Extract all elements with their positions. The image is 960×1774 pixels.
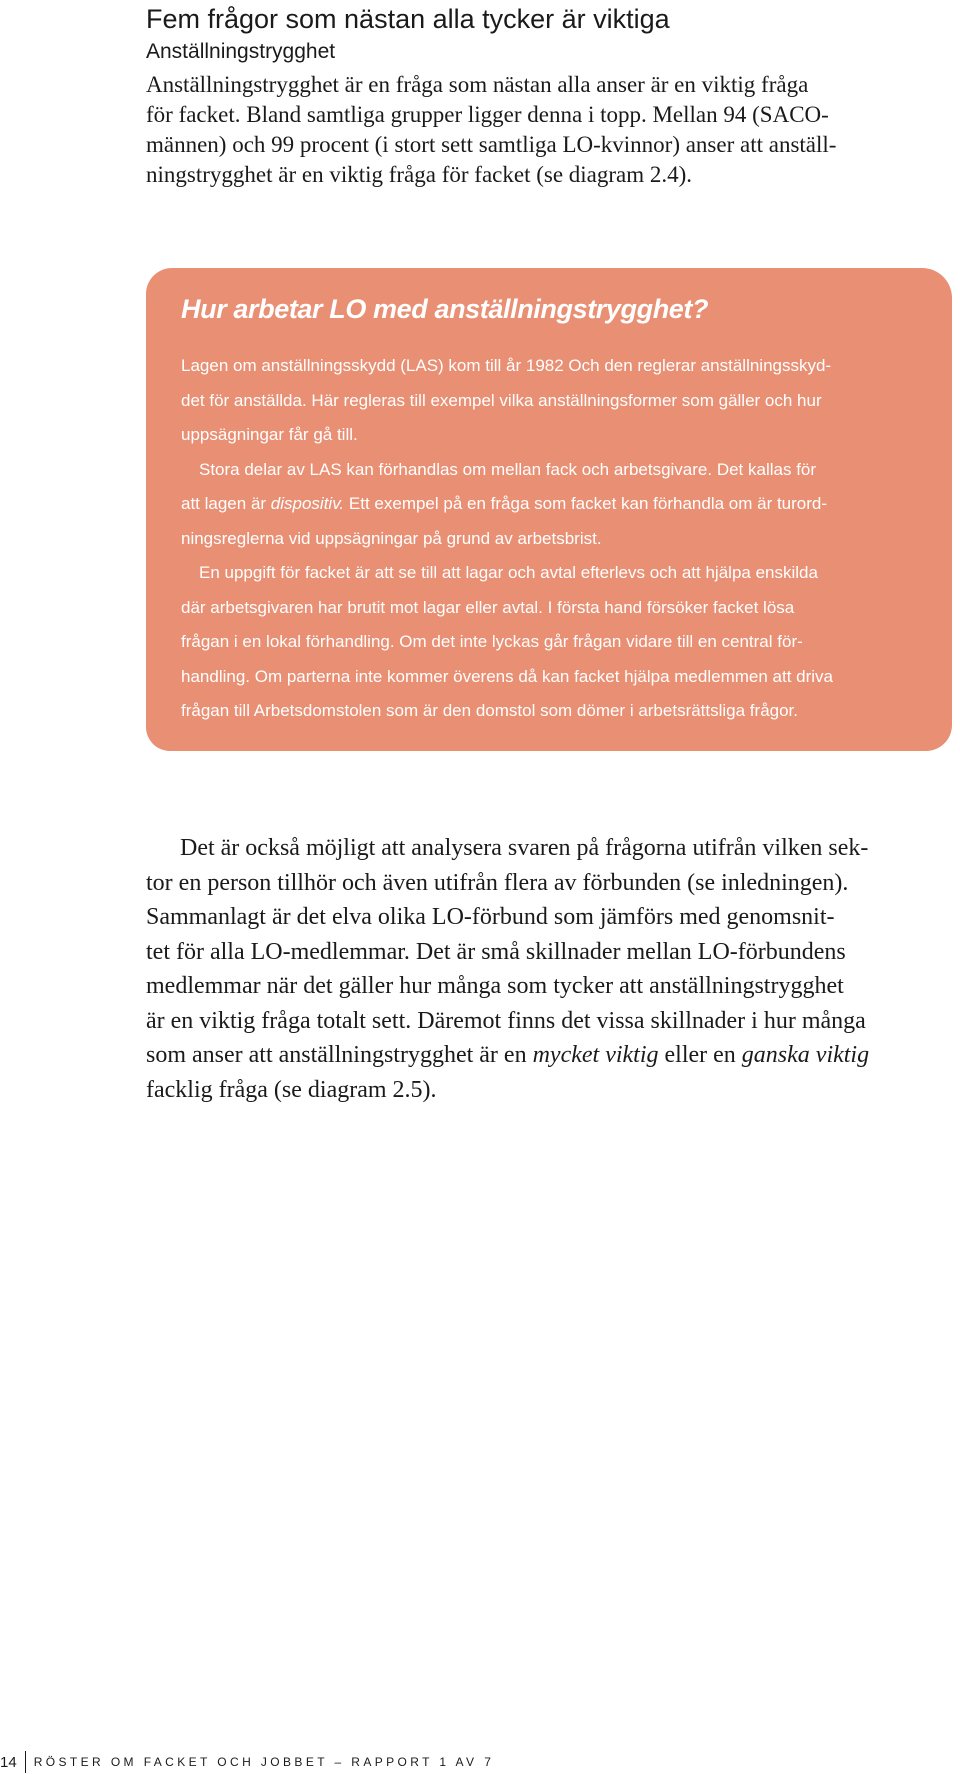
body-line: tet för alla LO-medlemmar. Det är små skillnader mellan LO-förbundens — [146, 938, 846, 965]
fact-box-line: ningsreglerna vid uppsägningar på grund av arbetsbrist. — [181, 528, 602, 548]
fact-box-text: att lagen är — [181, 494, 271, 513]
fact-box-line: frågan i en lokal förhandling. Om det inte lyckas går frågan vidare till en central för- — [181, 632, 803, 651]
section-heading: Fem frågor som nästan alla tycker är viktiga — [146, 4, 670, 34]
fact-box-line: det för anställda. Här regleras till exempel vilka anställningsformer som gäller och hur — [181, 390, 822, 410]
fact-box-line: handling. Om parterna inte kommer överens då kan facket hjälpa medlemmen att driva — [181, 666, 833, 686]
fact-box — [146, 268, 952, 751]
fact-box-line: En uppgift för facket är att se till att lagar och avtal efterlevs och att hjälpa enskilda — [199, 563, 818, 582]
body-line: Det är också möjligt att analysera svaren på frågorna utifrån vilken sek- — [180, 835, 869, 861]
fact-box-body — [181, 349, 941, 729]
body-text: eller en — [658, 1042, 742, 1068]
fact-box-line: uppsägningar får gå till. — [181, 425, 358, 444]
body-line: tor en person tillhör och även utifrån flera av förbunden (se inledningen). — [146, 869, 849, 896]
body-line: Sammanlagt är det elva olika LO-förbund som jämförs med genomsnit- — [146, 904, 835, 930]
fact-box-emphasis: dispositiv. — [270, 494, 345, 513]
body-line: facklig fråga (se diagram 2.5). — [146, 1076, 437, 1103]
body-emphasis: ganska viktig — [741, 1042, 870, 1068]
fact-box-text: Ett exempel på en fråga som facket kan förhandla om är turord- — [344, 494, 828, 513]
fact-box-line — [181, 487, 941, 522]
body-line — [146, 1038, 956, 1073]
intro-line: för facket. Bland samtliga grupper ligger denna i topp. Mellan 94 (SACO- — [146, 102, 829, 127]
body-line: är en viktig fråga totalt sett. Däremot finns det vissa skillnader i hur många — [146, 1007, 866, 1034]
body-emphasis: mycket viktig — [532, 1042, 659, 1068]
intro-line: Anställningstrygghet är en fråga som nästan alla anser är en viktig fråga — [146, 72, 809, 97]
fact-box-line: där arbetsgivaren har brutit mot lagar eller avtal. I första hand försöker facket lösa — [181, 597, 795, 617]
body-line: medlemmar när det gäller hur många som tycker att anställningstrygghet — [146, 973, 844, 999]
fact-box-line: Lagen om anställningsskydd (LAS) kom till år 1982 Och den reglerar anställningsskyd- — [181, 356, 832, 375]
running-title: RÖSTER OM FACKET OCH JOBBET – RAPPORT 1 AV 7 — [33, 1755, 495, 1769]
fact-box-line: Stora delar av LAS kan förhandlas om mellan fack och arbetsgivare. Det kallas för — [199, 459, 817, 479]
subsection-heading: Anställningstrygghet — [146, 40, 336, 63]
intro-line: männen) och 99 procent (i stort sett samtliga LO-kvinnor) anser att anställ- — [146, 132, 837, 157]
intro-line: ningstrygghet är en viktig fråga för facket (se diagram 2.4). — [146, 162, 693, 187]
page-number: 14 — [0, 1753, 17, 1771]
fact-box-line: frågan till Arbetsdomstolen som är den domstol som dömer i arbetsrättsliga frågor. — [181, 701, 799, 720]
page-footer — [0, 1750, 494, 1774]
footer-divider — [25, 1751, 26, 1773]
intro-paragraph — [146, 70, 926, 190]
fact-box-title: Hur arbetar LO med anställningstrygghet? — [181, 294, 709, 324]
body-text: som anser att anställningstrygghet är en — [146, 1042, 533, 1068]
body-paragraph — [146, 831, 956, 1107]
